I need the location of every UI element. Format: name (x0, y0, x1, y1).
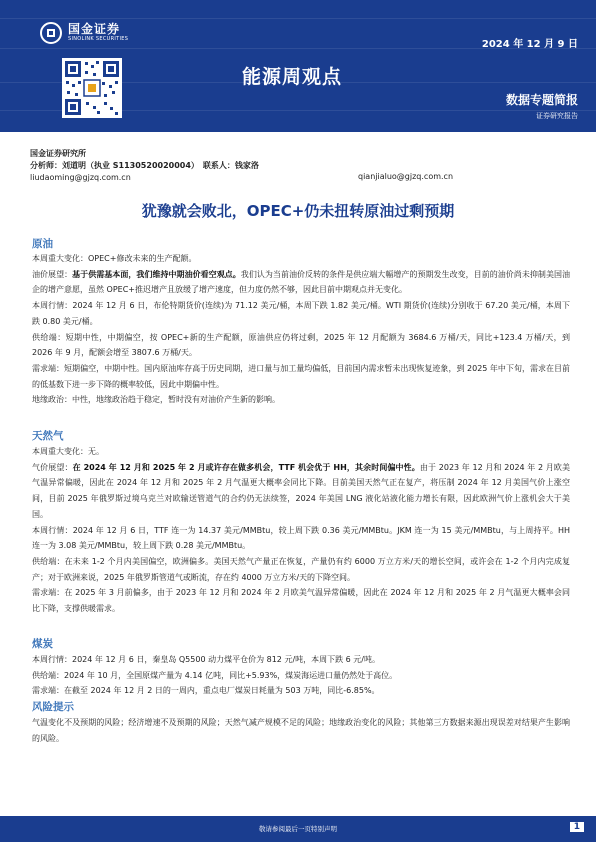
section-heading-risk: 风险提示 (32, 701, 74, 713)
paragraph: 供给端：2024 年 10 月，全国原煤产量为 4.14 亿吨，同比+5.93%，煤炭海运进口量仍然处于高位。 (32, 670, 398, 680)
paragraph: 本周行情：2024 年 12 月 6 日，布伦特期货价(连续)为 71.12 美元/桶，本周下跌 1.82 美元/桶。WTI 期货价(连续)分别收于 67.20 美元/桶，本周下跌 0.80 美元/桶。 (32, 301, 571, 326)
paragraph: 本周行情：2024 年 12 月 6 日，TTF 连一为 14.37 美元/MMBtu，较上周下跌 0.36 美元/MMBtu。JKM 连一为 15 美元/MMBtu，与上周持平。HH 连一为 3.08 美元/MMBtu，较上周下跌 0.28 美元/MMBtu。 (32, 525, 570, 551)
paragraph: 本周重大变化：无。 (32, 447, 104, 456)
report-header (0, 0, 596, 132)
report-category: 证券研究报告 (536, 112, 578, 120)
qr-code-icon (62, 58, 122, 118)
company-logo (40, 22, 128, 44)
paragraph: 需求端：在 2025 年 3 月前偏多，由于 2023 年 12 月和 2024 年 2 月欧美气温异常偏暖，因此在 2024 年 12 月和 2025 年 2 月气温更大概率会同比下降，支撑供暖需求。 (32, 588, 571, 614)
institute-name: 国金证券研究所 (30, 149, 86, 158)
contact-prefix: 联系人： (202, 161, 235, 170)
analyst-name: 刘道明（执业 S1130520020004） (62, 161, 199, 170)
company-name-cn: 国金证券 (68, 22, 121, 36)
main-title: 犹豫就会败北，OPEC+仍未扭转原油过剩预期 (141, 202, 455, 220)
contact-name: 钱家洛 (234, 161, 259, 170)
report-title: 能源周观点 (242, 66, 343, 88)
paragraph: 需求端：在截至 2024 年 12 月 2 日的一周内，重点电厂煤炭日耗量为 503 万吨，同比-6.85%。 (32, 686, 380, 696)
analyst-prefix: 分析师： (30, 161, 62, 170)
contact-email[interactable]: qianjialuo@gjzq.com.cn (358, 172, 454, 181)
report-type: 数据专题简报 (505, 93, 578, 107)
decorative-line (0, 18, 596, 19)
author-info (30, 148, 259, 184)
page-footer (0, 816, 596, 842)
coal-section-body (32, 652, 570, 699)
gas-section-body (32, 444, 570, 617)
logo-icon (40, 22, 62, 44)
risk-section-body (32, 715, 570, 746)
paragraph: 气温变化不及预期的风险；经济增速不及预期的风险；天然气减产规模不足的风险；地缘政治变化的风险；其他第三方数据来源出现误差对结果产生影响的风险。 (32, 718, 570, 743)
paragraph: 地缘政治：中性，地缘政治趋于稳定，暂时没有对油价产生新的影响。 (32, 395, 280, 405)
paragraph: 气价展望：在 2024 年 12 月和 2025 年 2 月或许存在做多机会，TTF 机会优于 HH，其余时间偏中性。由于 2023 年 12 月和 2024 年 2 月欧美气温异常偏暖，因此在 2024 年 12 月和 2025 年 2 月气温更大概率会同比下降。目前美国天然气正在复产，将压制 2024 年 12 月美国气价上涨空间，目前 2025 年俄罗斯过境乌克兰对欧输送管道气的合约仍无法续签，2024 年美国 LNG 液化站液化能力增长有限，因此欧洲气价上涨机会大于美国。 (32, 462, 570, 519)
footer-disclaimer: 敬请参阅最后一页特别声明 (259, 825, 337, 833)
oil-section-body (32, 251, 570, 408)
paragraph: 需求端：短期偏空，中期中性。国内原油库存高于历史同期，进口量与加工量均偏低，目前国内需求暂未出现恢复迹象，到 2025 年中下旬，需求在目前的低基数下进一步下降的概率较低，因此中期偏中性。 (32, 363, 570, 389)
paragraph: 本周重大变化：OPEC+修改未来的生产配额。 (32, 254, 197, 263)
section-heading-gas: 天然气 (32, 430, 64, 442)
analyst-line (30, 160, 259, 172)
company-name-en: SINOLINK SECURITIES (68, 36, 129, 42)
section-heading-oil: 原油 (32, 238, 53, 250)
section-heading-coal: 煤炭 (32, 638, 53, 650)
paragraph: 本周行情：2024 年 12 月 6 日，秦皇岛 Q5500 动力煤平仓价为 812 元/吨，本周下跌 6 元/吨。 (32, 655, 381, 664)
paragraph: 供给端：在未来 1-2 个月内美国偏空，欧洲偏多。美国天然气产量正在恢复，产量仍有约 6000 万立方米/天的增长空间，或许会在 1-2 个月内完成复产；对于欧洲来说，2025 年俄罗斯管道气或断流，存在约 4000 万立方米/天的下降空间。 (32, 556, 570, 582)
page-number: 1 (570, 822, 584, 832)
analyst-email[interactable]: liudaoming@gjzq.com.cn (30, 173, 131, 182)
paragraph: 油价展望：基于供需基本面，我们维持中期油价看空观点。我们认为当前油价反转的条件是供应端大幅增产的预期发生改变，目前的油价尚未抑制美国油企的增产意愿，虽然 OPEC+推迟增产且放缓了增产速度，但力度仍然不够，因此目前中期观点并无变化。 (32, 269, 571, 295)
report-date: 2024 年 12 月 9 日 (481, 39, 578, 50)
paragraph: 供给端：短期中性，中期偏空，按 OPEC+新的生产配额，原油供应仍将过剩，2025 年 12 月配额为 3684.6 万桶/天，同比+123.4 万桶/天，到 2026 年 9 月，配额会增至 3807.6 万桶/天。 (32, 332, 570, 358)
